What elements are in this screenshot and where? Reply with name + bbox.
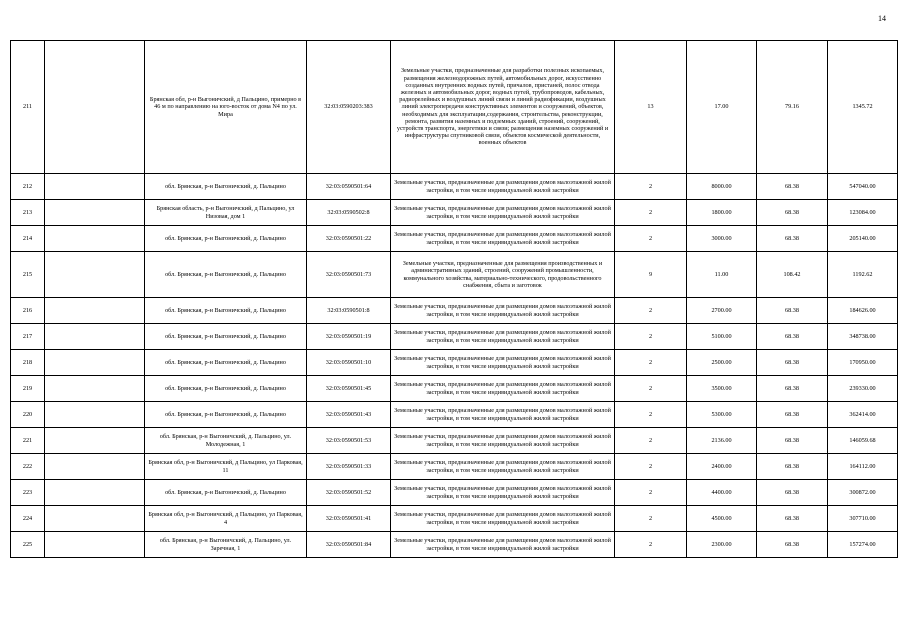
specific-value-cell: 68.38 [757, 506, 828, 532]
address-cell: Брянская обл, р-н Выгоничский, д Пальцино, примерно в 46 м по направлению на юго-восток от дома N4 по ул. Мира [145, 41, 307, 174]
row-number-cell: 215 [11, 252, 45, 298]
row-number-cell: 214 [11, 226, 45, 252]
cadastral-number-cell: 32:03:0590501:84 [307, 532, 391, 558]
table-row [11, 324, 898, 350]
cadastral-value-cell: 1192.62 [828, 252, 898, 298]
table-row [11, 402, 898, 428]
specific-value-cell: 68.38 [757, 298, 828, 324]
land-use-code-cell: 2 [615, 174, 687, 200]
cadastral-value-cell: 146059.68 [828, 428, 898, 454]
row-number-cell: 225 [11, 532, 45, 558]
table-row [11, 226, 898, 252]
table-row [11, 428, 898, 454]
cadastral-value-cell: 164112.00 [828, 454, 898, 480]
land-use-code-cell: 2 [615, 376, 687, 402]
row-number-cell: 211 [11, 41, 45, 174]
table-row [11, 454, 898, 480]
area-cell: 2700.00 [687, 298, 757, 324]
area-cell: 3500.00 [687, 376, 757, 402]
cadastral-number-cell: 32:03:0590501:52 [307, 480, 391, 506]
specific-value-cell: 68.38 [757, 480, 828, 506]
cadastral-number-cell: 32:03:0590501:8 [307, 298, 391, 324]
table-row [11, 41, 898, 174]
empty-cell [45, 532, 145, 558]
area-cell: 3000.00 [687, 226, 757, 252]
area-cell: 2500.00 [687, 350, 757, 376]
cadastral-value-cell: 184626.00 [828, 298, 898, 324]
area-cell: 4400.00 [687, 480, 757, 506]
specific-value-cell: 68.38 [757, 174, 828, 200]
empty-cell [45, 454, 145, 480]
cadastral-value-cell: 300872.00 [828, 480, 898, 506]
cadastral-value-cell: 170950.00 [828, 350, 898, 376]
cadastral-value-table [10, 40, 898, 558]
land-use-code-cell: 2 [615, 402, 687, 428]
specific-value-cell: 68.38 [757, 402, 828, 428]
land-use-code-cell: 2 [615, 428, 687, 454]
address-cell: Брянская обл, р-н Выгоничский, д Пальцино, ул Парковая, 4 [145, 506, 307, 532]
empty-cell [45, 480, 145, 506]
address-cell: обл. Брянская, р-н Выгоничский, д. Пальцино [145, 402, 307, 428]
cadastral-number-cell: 32:03:0590501:53 [307, 428, 391, 454]
row-number-cell: 212 [11, 174, 45, 200]
specific-value-cell: 68.38 [757, 454, 828, 480]
land-use-cell: Земельные участки, предназначенные для размещения домов малоэтажной жилой застройки, в том числе индивидуальной жилой застройки [391, 376, 615, 402]
empty-cell [45, 298, 145, 324]
area-cell: 2400.00 [687, 454, 757, 480]
land-use-code-cell: 2 [615, 480, 687, 506]
empty-cell [45, 252, 145, 298]
address-cell: обл. Брянская, р-н Выгоничский, д. Пальцино [145, 376, 307, 402]
cadastral-value-cell: 157274.00 [828, 532, 898, 558]
land-use-code-cell: 2 [615, 350, 687, 376]
row-number-cell: 219 [11, 376, 45, 402]
cadastral-number-cell: 32:03:0590501:10 [307, 350, 391, 376]
row-number-cell: 222 [11, 454, 45, 480]
specific-value-cell: 68.38 [757, 226, 828, 252]
cadastral-number-cell: 32:03:0590203:383 [307, 41, 391, 174]
area-cell: 8000.00 [687, 174, 757, 200]
area-cell: 4500.00 [687, 506, 757, 532]
table-body [11, 41, 898, 558]
specific-value-cell: 68.38 [757, 376, 828, 402]
table-row [11, 298, 898, 324]
land-use-cell: Земельные участки, предназначенные для размещения домов малоэтажной жилой застройки, в том числе индивидуальной жилой застройки [391, 226, 615, 252]
empty-cell [45, 324, 145, 350]
cadastral-number-cell: 32:03:0590501:41 [307, 506, 391, 532]
cadastral-value-cell: 348738.00 [828, 324, 898, 350]
cadastral-value-cell: 547040.00 [828, 174, 898, 200]
specific-value-cell: 108.42 [757, 252, 828, 298]
page-number: 14 [878, 14, 886, 23]
cadastral-value-cell: 362414.00 [828, 402, 898, 428]
cadastral-number-cell: 32:03:0590501:33 [307, 454, 391, 480]
cadastral-number-cell: 32:03:0590501:19 [307, 324, 391, 350]
land-use-code-cell: 9 [615, 252, 687, 298]
empty-cell [45, 41, 145, 174]
table-row [11, 532, 898, 558]
row-number-cell: 224 [11, 506, 45, 532]
specific-value-cell: 68.38 [757, 428, 828, 454]
address-cell: обл. Брянская, р-н Выгоничский, д. Пальцино [145, 252, 307, 298]
address-cell: обл. Брянская, р-н Выгоничский, д. Пальцино [145, 174, 307, 200]
cadastral-value-cell: 205140.00 [828, 226, 898, 252]
land-use-code-cell: 2 [615, 226, 687, 252]
row-number-cell: 218 [11, 350, 45, 376]
land-use-code-cell: 2 [615, 532, 687, 558]
empty-cell [45, 402, 145, 428]
address-cell: обл. Брянская, р-н Выгоничский, д. Пальцино [145, 480, 307, 506]
table-row [11, 174, 898, 200]
land-use-cell: Земельные участки, предназначенные для размещения домов малоэтажной жилой застройки, в том числе индивидуальной жилой застройки [391, 200, 615, 226]
land-use-cell: Земельные участки, предназначенные для разработки полезных ископаемых, размещения железнодорожных путей, автомобильных дорог, искусственно созданных внутренних водных путей, причалов, пристаней, полос отвода железных и автомобильных дорог, водных путей, трубопроводов, кабельных, радиорелейных и воздушных линий связи и линий радиофикации, воздушных линий электропередачи конструктивных элементов и сооружений, объектов, необходимых для эксплуатации,содержания, строительства, реконструкции, ремонта, развития наземных и подземных зданий, строений, сооружений, устройств транспорта, энергетики и связи; размещения наземных сооружений и инфраструктуры спутниковой связи, объектов космической деятельности, военных объектов [391, 41, 615, 174]
cadastral-number-cell: 32:03:0590501:64 [307, 174, 391, 200]
address-cell: Брянская обл, р-н Выгоничский, д Пальцино, ул Парковая, 11 [145, 454, 307, 480]
address-cell: обл. Брянская, р-н Выгоничский, д. Пальцино [145, 298, 307, 324]
land-use-cell: Земельные участки, предназначенные для размещения домов малоэтажной жилой застройки, в том числе индивидуальной жилой застройки [391, 454, 615, 480]
empty-cell [45, 226, 145, 252]
area-cell: 1800.00 [687, 200, 757, 226]
table-row [11, 350, 898, 376]
row-number-cell: 217 [11, 324, 45, 350]
empty-cell [45, 200, 145, 226]
cadastral-value-cell: 307710.00 [828, 506, 898, 532]
land-use-cell: Земельные участки, предназначенные для размещения домов малоэтажной жилой застройки, в том числе индивидуальной жилой застройки [391, 174, 615, 200]
cadastral-value-cell: 123084.00 [828, 200, 898, 226]
land-use-cell: Земельные участки, предназначенные для размещения домов малоэтажной жилой застройки, в том числе индивидуальной жилой застройки [391, 350, 615, 376]
land-use-cell: Земельные участки, предназначенные для размещения домов малоэтажной жилой застройки, в том числе индивидуальной жилой застройки [391, 532, 615, 558]
cadastral-number-cell: 32:03:0590502:8 [307, 200, 391, 226]
row-number-cell: 213 [11, 200, 45, 226]
cadastral-number-cell: 32:03:0590501:73 [307, 252, 391, 298]
empty-cell [45, 428, 145, 454]
address-cell: обл. Брянская, р-н Выгоничский, д. Пальцино [145, 350, 307, 376]
land-use-code-cell: 2 [615, 298, 687, 324]
land-use-code-cell: 2 [615, 200, 687, 226]
cadastral-number-cell: 32:03:0590501:22 [307, 226, 391, 252]
area-cell: 5100.00 [687, 324, 757, 350]
row-number-cell: 220 [11, 402, 45, 428]
land-use-cell: Земельные участки, предназначенные для размещения производственных и административных зданий, строений, сооружений промышленности, коммунального хозяйства, материально-технического, продовольственного снабжения, сбыта и заготовок [391, 252, 615, 298]
specific-value-cell: 68.38 [757, 324, 828, 350]
land-use-cell: Земельные участки, предназначенные для размещения домов малоэтажной жилой застройки, в том числе индивидуальной жилой застройки [391, 324, 615, 350]
land-use-cell: Земельные участки, предназначенные для размещения домов малоэтажной жилой застройки, в том числе индивидуальной жилой застройки [391, 480, 615, 506]
address-cell: обл. Брянская, р-н Выгоничский, д. Пальцино, ул. Заречная, 1 [145, 532, 307, 558]
specific-value-cell: 68.38 [757, 200, 828, 226]
address-cell: Брянская область, р-н Выгоничский, д Пальцино, ул Низовая, дом 1 [145, 200, 307, 226]
land-use-code-cell: 2 [615, 506, 687, 532]
area-cell: 11.00 [687, 252, 757, 298]
row-number-cell: 216 [11, 298, 45, 324]
land-use-cell: Земельные участки, предназначенные для размещения домов малоэтажной жилой застройки, в том числе индивидуальной жилой застройки [391, 298, 615, 324]
cadastral-number-cell: 32:03:0590501:45 [307, 376, 391, 402]
empty-cell [45, 376, 145, 402]
cadastral-value-cell: 1345.72 [828, 41, 898, 174]
area-cell: 5300.00 [687, 402, 757, 428]
address-cell: обл. Брянская, р-н Выгоничский, д. Пальцино [145, 226, 307, 252]
area-cell: 2300.00 [687, 532, 757, 558]
area-cell: 2136.00 [687, 428, 757, 454]
empty-cell [45, 174, 145, 200]
specific-value-cell: 79.16 [757, 41, 828, 174]
land-use-code-cell: 2 [615, 454, 687, 480]
land-use-code-cell: 13 [615, 41, 687, 174]
specific-value-cell: 68.38 [757, 532, 828, 558]
table-row [11, 200, 898, 226]
land-use-cell: Земельные участки, предназначенные для размещения домов малоэтажной жилой застройки, в том числе индивидуальной жилой застройки [391, 428, 615, 454]
cadastral-number-cell: 32:03:0590501:43 [307, 402, 391, 428]
table-row [11, 480, 898, 506]
address-cell: обл. Брянская, р-н Выгоничский, д. Пальцино, ул. Молодежная, 1 [145, 428, 307, 454]
row-number-cell: 221 [11, 428, 45, 454]
table-row [11, 376, 898, 402]
table-row [11, 506, 898, 532]
row-number-cell: 223 [11, 480, 45, 506]
table-row [11, 252, 898, 298]
land-use-cell: Земельные участки, предназначенные для размещения домов малоэтажной жилой застройки, в том числе индивидуальной жилой застройки [391, 402, 615, 428]
land-use-cell: Земельные участки, предназначенные для размещения домов малоэтажной жилой застройки, в том числе индивидуальной жилой застройки [391, 506, 615, 532]
address-cell: обл. Брянская, р-н Выгоничский, д. Пальцино [145, 324, 307, 350]
empty-cell [45, 506, 145, 532]
cadastral-value-cell: 239330.00 [828, 376, 898, 402]
area-cell: 17.00 [687, 41, 757, 174]
specific-value-cell: 68.38 [757, 350, 828, 376]
empty-cell [45, 350, 145, 376]
land-use-code-cell: 2 [615, 324, 687, 350]
